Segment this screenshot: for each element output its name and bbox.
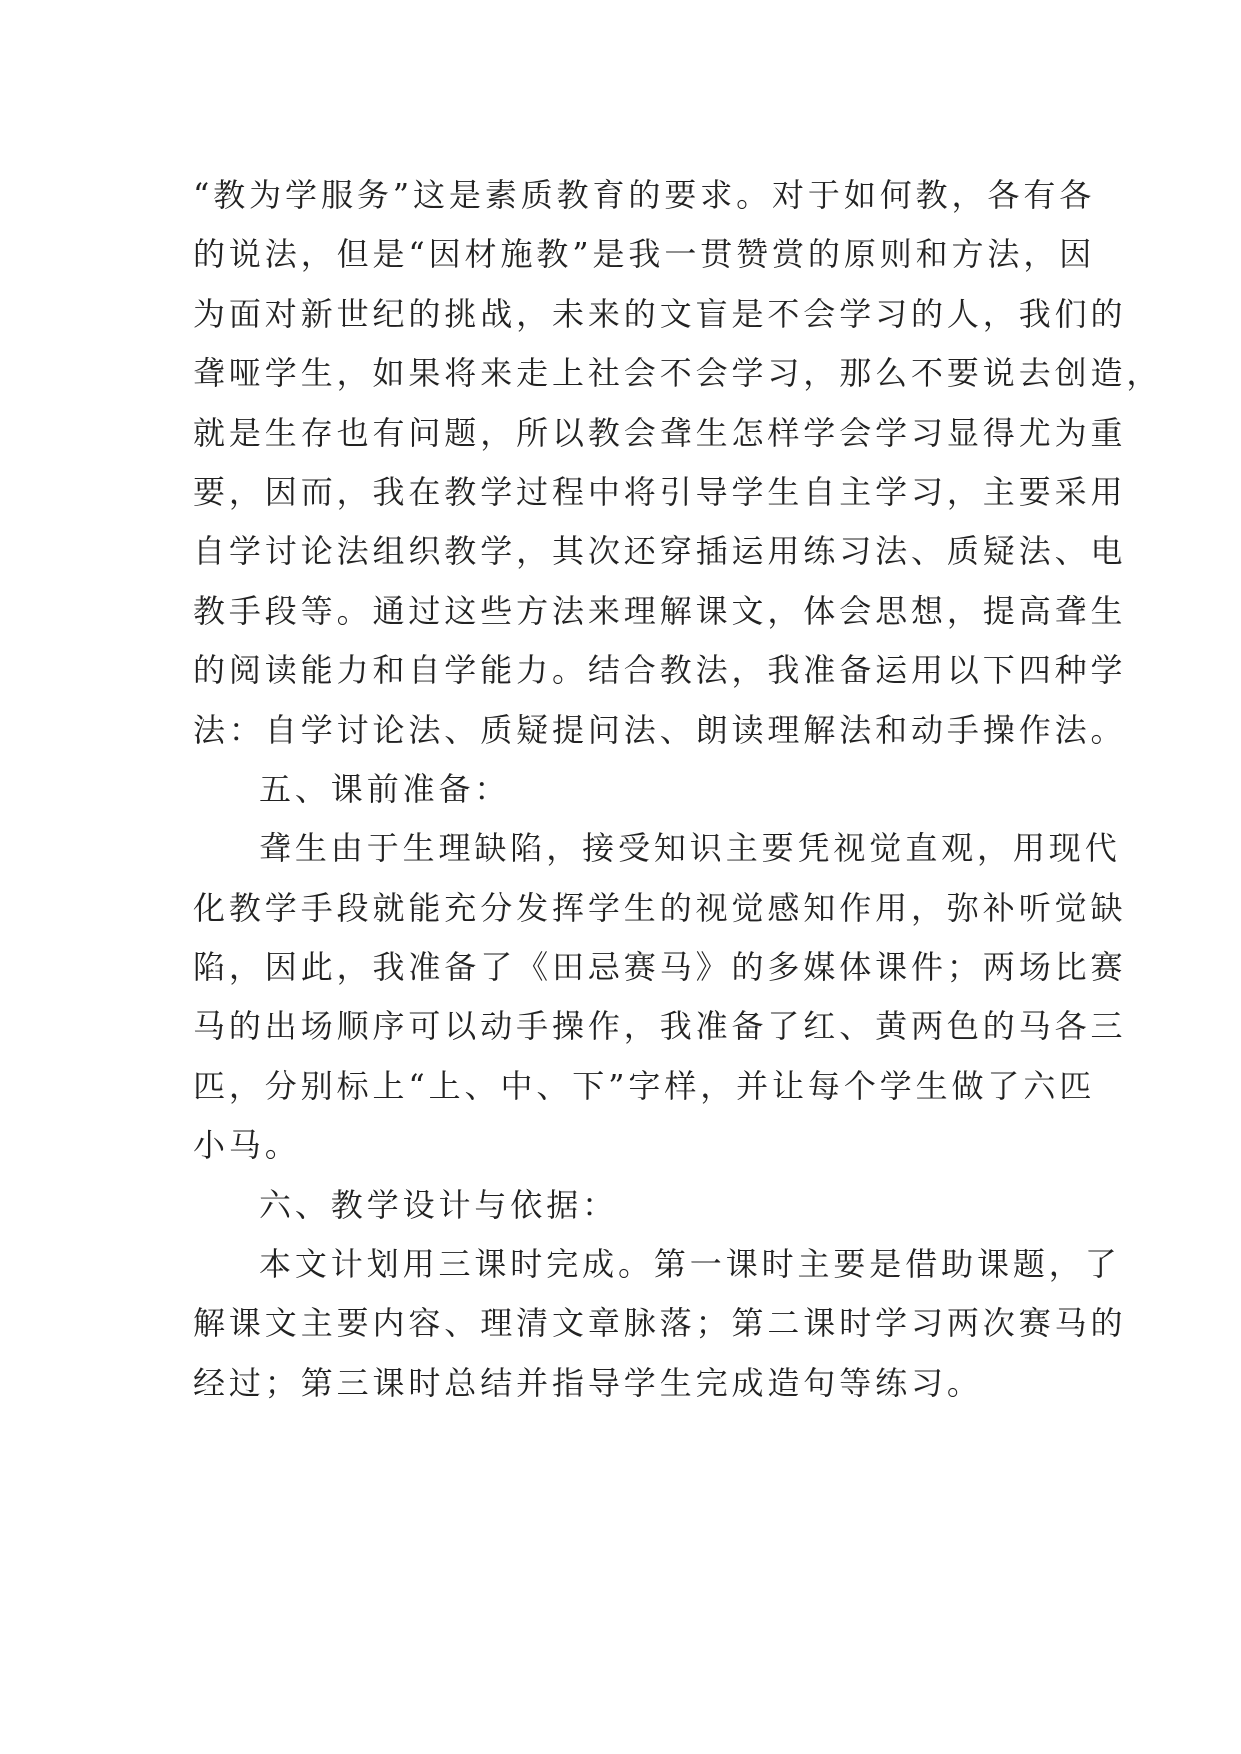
text-line: 教手段等。通过这些方法来理解课文，体会思想，提高聋生 xyxy=(193,591,1127,630)
text-line: “教为学服务”这是素质教育的要求。对于如何教，各有各 xyxy=(193,176,1096,214)
text-line: 为面对新世纪的挑战，未来的文盲是不会学习的人，我们的 xyxy=(193,294,1127,333)
section-heading-prep: 五、课前准备： xyxy=(259,769,511,808)
text-line: 马的出场顺序可以动手操作，我准备了红、黄两色的马各三 xyxy=(193,1007,1127,1046)
text-line: 的说法，但是“因材施教”是我一贯赞赏的原则和方法，因 xyxy=(193,235,1096,274)
text-line: 就是生存也有问题，所以教会聋生怎样学会学习显得尤为重 xyxy=(193,413,1127,452)
text-line: 自学讨论法组织教学，其次还穿插运用练习法、质疑法、电 xyxy=(193,532,1127,571)
text-line: 的阅读能力和自学能力。结合教法，我准备运用以下四种学 xyxy=(193,651,1127,690)
document-body xyxy=(193,166,1163,1413)
text-line: 小马。 xyxy=(193,1126,301,1165)
text-line: 化教学手段就能充分发挥学生的视觉感知作用，弥补听觉缺 xyxy=(193,888,1127,927)
text-line: 法：自学讨论法、质疑提问法、朗读理解法和动手操作法。 xyxy=(193,710,1127,749)
text-line: 本文计划用三课时完成。第一课时主要是借助课题，了 xyxy=(259,1245,1121,1284)
text-line: 陷，因此，我准备了《田忌赛马》的多媒体课件；两场比赛 xyxy=(193,948,1127,987)
section-heading-design: 六、教学设计与依据： xyxy=(259,1185,619,1224)
text-line: 要，因而，我在教学过程中将引导学生自主学习，主要采用 xyxy=(193,472,1127,511)
text-line: 匹，分别标上“上、中、下”字样，并让每个学生做了六匹 xyxy=(193,1066,1096,1105)
text-line: 经过；第三课时总结并指导学生完成造句等练习。 xyxy=(193,1363,983,1402)
text-line: 聋哑学生，如果将来走上社会不会学习，那么不要说去创造， xyxy=(193,354,1163,393)
text-line: 聋生由于生理缺陷，接受知识主要凭视觉直观，用现代 xyxy=(259,829,1121,868)
text-line: 解课文主要内容、理清文章脉落；第二课时学习两次赛马的 xyxy=(193,1304,1127,1343)
